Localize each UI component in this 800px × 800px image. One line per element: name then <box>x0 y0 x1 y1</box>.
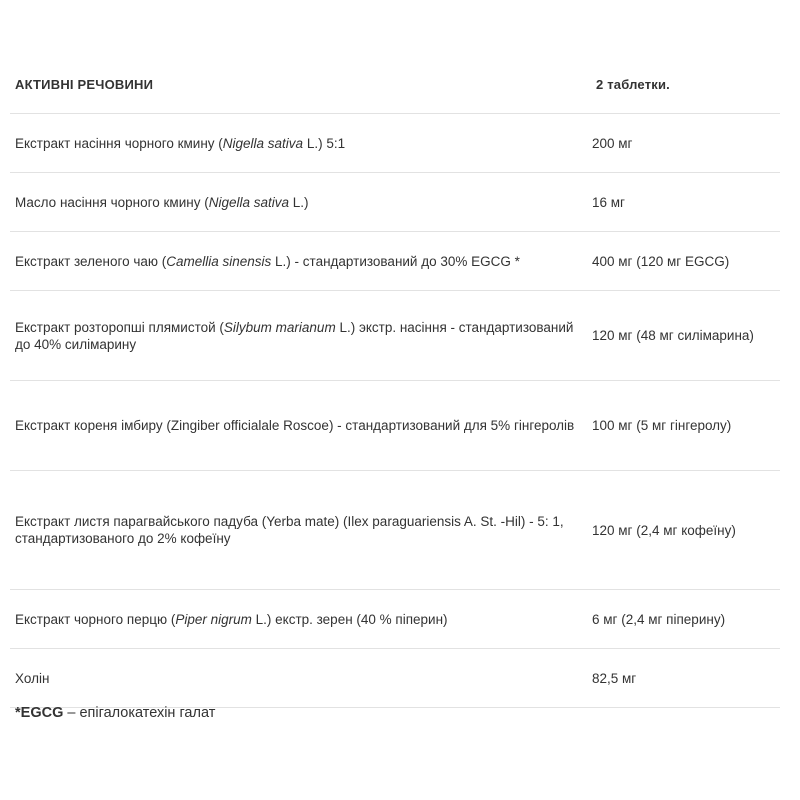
table-row <box>10 381 780 471</box>
egcg-footnote <box>15 705 215 721</box>
table-row <box>10 173 780 232</box>
ingredient-dose: 16 мг <box>592 194 625 210</box>
ingredient-name: Екстракт насіння чорного кмину (Nigella sativa L.) 5:1 <box>15 135 346 151</box>
table-row <box>10 649 780 708</box>
table-row <box>10 114 780 173</box>
ingredient-name: Екстракт листя парагвайського падуба (Yerba mate) (Ilex paraguariensis A. St. -Hil) - 5: 1, стандартизованого до 2% кофеїну <box>15 514 564 546</box>
table-row <box>10 590 780 649</box>
ingredient-dose: 6 мг (2,4 мг піперину) <box>592 611 726 627</box>
ingredient-dose: 100 мг (5 мг гінгеролу) <box>592 418 732 433</box>
header-dose: 2 таблетки. <box>596 76 670 92</box>
ingredient-dose: 120 мг (2,4 мг кофеїну) <box>592 522 736 538</box>
ingredient-dose: 200 мг <box>592 135 633 151</box>
ingredient-name: Екстракт розторопші плямистой (Silybum marianum L.) экстр. насіння - стандартизований до 40% силімарину <box>15 319 574 352</box>
ingredient-name: Масло насіння чорного кмину (Nigella sativa L.) <box>15 194 309 210</box>
table-header-row <box>10 55 780 114</box>
footnote-definition: – епігалокатехін галат <box>63 705 216 721</box>
ingredient-name: Екстракт кореня імбиру (Zingiber officialale Roscoe) - стандартизований для 5% гінгеролів <box>15 418 575 433</box>
ingredient-name: Екстракт чорного перцю (Piper nigrum L.) екстр. зерен (40 % піперин) <box>15 611 448 627</box>
header-active-substances: АКТИВНІ РЕЧОВИНИ <box>15 76 154 92</box>
table-row <box>10 471 780 590</box>
ingredient-dose: 82,5 мг <box>592 670 637 686</box>
ingredient-name: Холін <box>15 670 50 686</box>
ingredient-dose: 120 мг (48 мг силімарина) <box>592 328 754 343</box>
table-row <box>10 291 780 381</box>
ingredients-table <box>10 55 780 708</box>
table-row <box>10 232 780 291</box>
footnote-term: *EGCG <box>15 705 64 721</box>
ingredient-dose: 400 мг (120 мг EGCG) <box>592 253 730 269</box>
ingredient-name: Екстракт зеленого чаю (Camellia sinensis L.) - стандартизований до 30% EGCG * <box>15 253 520 269</box>
